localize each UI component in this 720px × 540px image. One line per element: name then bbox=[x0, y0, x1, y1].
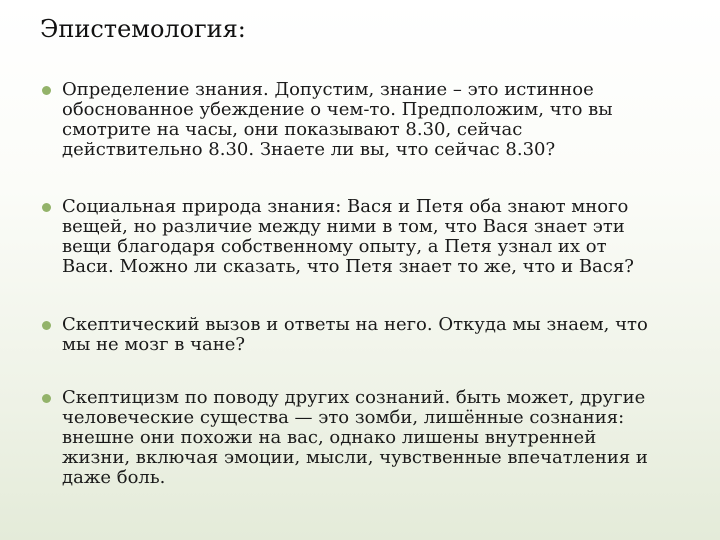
bullet-knowledge-definition bbox=[62, 80, 692, 160]
bullet-line: Скептицизм по поводу других сознаний. быть может, другие bbox=[62, 387, 646, 408]
bullet-dot-icon bbox=[42, 203, 51, 212]
bullet-social-nature bbox=[62, 197, 692, 277]
bullet-line: обоснованное убеждение о чем-то. Предположим, что вы bbox=[62, 99, 613, 120]
bullet-line: вещи благодаря собственному опыту, а Петя узнал их от bbox=[62, 236, 607, 257]
bullet-line: жизни, включая эмоции, мысли, чувственные впечатления и bbox=[62, 447, 648, 468]
bullet-line: действительно 8.30. Знаете ли вы, что сейчас 8.30? bbox=[62, 139, 556, 160]
bullet-line: внешне они похожи на вас, однако лишены внутренней bbox=[62, 427, 597, 448]
bullet-dot-icon bbox=[42, 394, 51, 403]
bullet-line: Скептический вызов и ответы на него. Откуда мы знаем, что bbox=[62, 314, 648, 335]
bullet-line: Социальная природа знания: Вася и Петя оба знают много bbox=[62, 196, 629, 217]
bullet-other-minds bbox=[62, 388, 692, 488]
bullet-line: даже боль. bbox=[62, 467, 166, 488]
bullet-line: вещей, но различие между ними в том, что Вася знает эти bbox=[62, 216, 625, 237]
bullet-line: мы не мозг в чане? bbox=[62, 334, 246, 355]
bullet-line: Васи. Можно ли сказать, что Петя знает то же, что и Вася? bbox=[62, 256, 634, 277]
slide-title: Эпистемология: bbox=[40, 15, 246, 43]
bullet-line: Определение знания. Допустим, знание – это истинное bbox=[62, 79, 594, 100]
bullet-line: человеческие существа — это зомби, лишённые сознания: bbox=[62, 407, 625, 428]
bullet-skeptical-challenge bbox=[62, 315, 692, 355]
bullet-line: смотрите на часы, они показывают 8.30, сейчас bbox=[62, 119, 523, 140]
bullet-dot-icon bbox=[42, 86, 51, 95]
bullet-dot-icon bbox=[42, 321, 51, 330]
